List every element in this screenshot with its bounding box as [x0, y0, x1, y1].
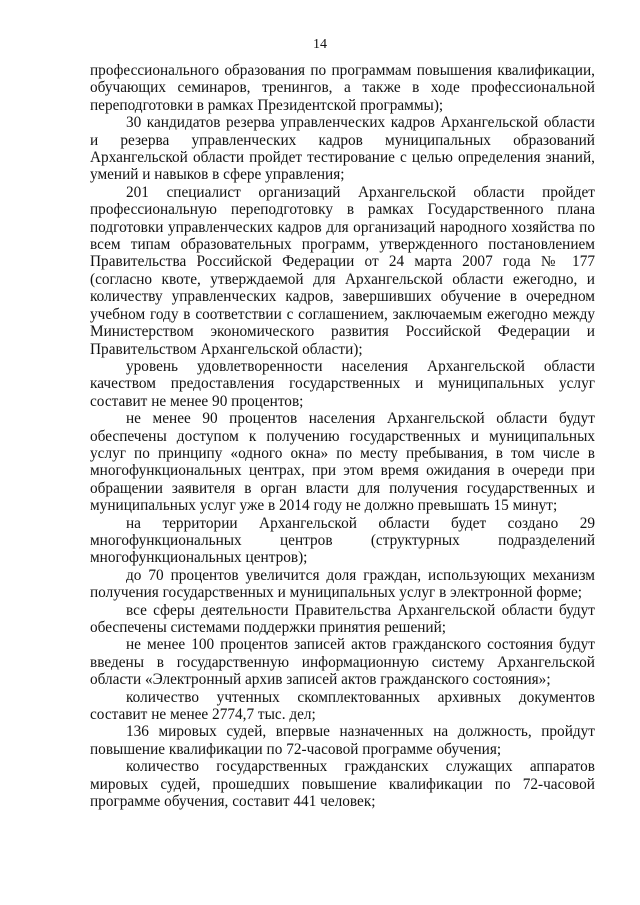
paragraph-continuation: профессионального образования по программам повышения квалификации, обучающих семинаров, тренингов, а также в ходе профессиональной переподготовки в рамках Президентской программы);	[90, 62, 595, 114]
paragraph-candidates-testing: 30 кандидатов резерва управленческих кадров Архангельской области и резерва управленческих кадров муниципальных образований Архангельской области пройдет тестирование с целью определения знаний, умений и навыков в сфере управления;	[90, 114, 595, 184]
paragraph-archive-documents: количество учтенных скомплектованных архивных документов составит не менее 2774,7 тыс. дел;	[90, 688, 595, 724]
paragraph-satisfaction-level: уровень удовлетворенности населения Архангельской области качеством предоставления государственных и муниципальных услуг составит не менее 90 процентов;	[90, 357, 595, 410]
paragraph-multifunctional-centers: на территории Архангельской области будет создано 29 многофункциональных центров (структурных подразделений многофункциональных центров);	[90, 514, 595, 567]
page-number: 14	[313, 37, 327, 52]
paragraph-one-window-access: не менее 90 процентов населения Архангельской области будут обеспечены доступом к получению государственных и муниципальных услуг по принципу «одного окна» по месту пребывания, в том числе в многофункциональных центрах, при этом время ожидания в очереди при обращении заявителя в орган власти для получения государственных и муниципальных услуг уже в 2014 году не должно превышать 15 минут;	[90, 410, 595, 515]
paragraph-electronic-services: до 70 процентов увеличится доля граждан, использующих механизм получения государственных и муниципальных услуг в электронной форме;	[90, 566, 595, 602]
paragraph-specialists-retraining: 201 специалист организаций Архангельской области пройдет профессиональную переподготовку в рамках Государственного плана подготовки управленческих кадров для организаций народного хозяйства по всем типам образовательных программ, утвержденного постановлением Правительства Российской Федерации от 24 марта 2007 года № 177 (согласно квоте, утверждаемой для Архангельской области ежегодно, и количеству управленческих кадров, завершивших обучение в очередном учебном году в соответствии с соглашением, заключаемым ежегодно между Министерством экономического развития Российской Федерации и Правительством Архангельской области);	[90, 183, 595, 358]
paragraph-court-staff-training: количество государственных гражданских служащих аппаратов мировых судей, прошедших повышение квалификации по 72-часовой программе обучения, составит 441 человек;	[90, 758, 595, 811]
paragraph-civil-records: не менее 100 процентов записей актов гражданского состояния будут введены в государственную информационную систему Архангельской области «Электронный архив записей актов гражданского состояния»;	[90, 636, 595, 689]
paragraph-judges-training: 136 мировых судей, впервые назначенных на должность, пройдут повышение квалификации по 72-часовой программе обучения;	[90, 723, 595, 758]
paragraph-decision-support: все сферы деятельности Правительства Архангельской области будут обеспечены системами поддержки принятия решений;	[90, 601, 595, 636]
document-body	[90, 62, 595, 810]
